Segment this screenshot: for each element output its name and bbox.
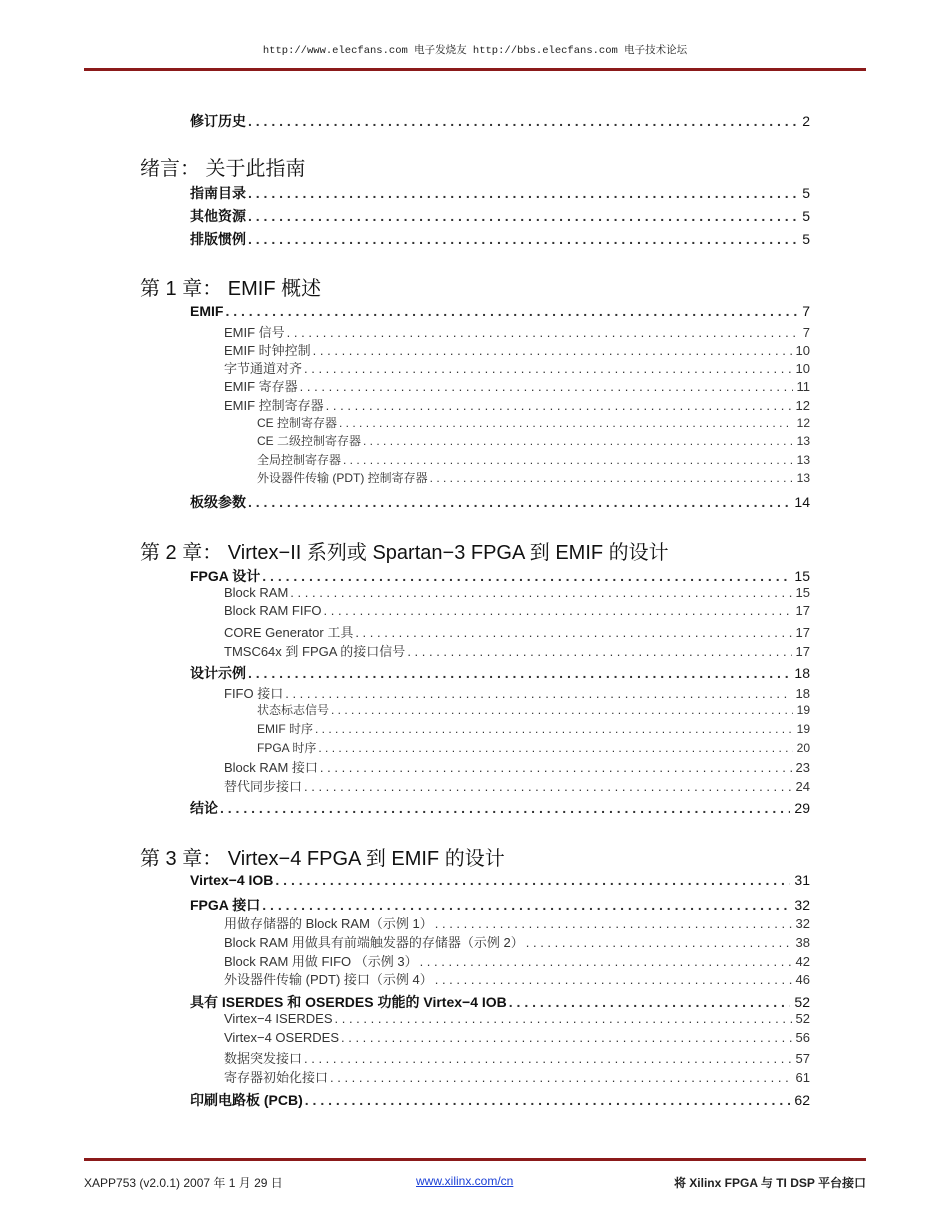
toc-entry-title: 寄存器初始化接口: [224, 1070, 329, 1085]
toc-entry[interactable]: [190, 206, 810, 226]
toc-entry-title: 替代同步接口: [224, 779, 303, 794]
toc-entry-title: Block RAM 接口: [224, 760, 318, 775]
toc-entry-page: 11: [796, 379, 810, 394]
toc-entry-page: 20: [796, 741, 810, 755]
toc-leader-dots: [435, 916, 792, 931]
toc-entry-title: EMIF 信号: [224, 325, 285, 340]
toc-entry-title: CORE Generator 工具: [224, 625, 354, 640]
toc-entry[interactable]: [224, 757, 810, 776]
footer-doc-id: XAPP753 (v2.0.1) 2007 年 1 月 29 日: [84, 1176, 283, 1190]
toc-entry-title: EMIF: [190, 303, 224, 319]
toc-entry[interactable]: [224, 603, 810, 618]
toc-leader-dots: [285, 686, 791, 701]
toc-entry-page: 15: [795, 585, 810, 600]
toc-entry-page: 17: [795, 603, 810, 618]
toc-entry[interactable]: [257, 451, 810, 468]
toc-leader-dots: [355, 625, 791, 640]
toc-entry-page: 56: [795, 1030, 810, 1045]
toc-leader-dots: [320, 760, 792, 775]
toc-leader-dots: [262, 897, 790, 913]
toc-leader-dots: [304, 361, 792, 376]
toc-entry-title: 字节通道对齐: [224, 361, 303, 376]
toc-leader-dots: [275, 872, 790, 888]
toc-entry-title: Block RAM FIFO: [224, 603, 322, 618]
toc-entry-page: 12: [795, 398, 810, 413]
toc-entry-title: Block RAM 用做具有前端触发器的存储器（示例 2）: [224, 935, 524, 950]
toc-entry-page: 17: [795, 625, 810, 640]
toc-leader-dots: [248, 665, 790, 681]
toc-leader-dots: [420, 954, 792, 969]
toc-entry[interactable]: [257, 414, 810, 431]
toc-leader-dots: [290, 585, 791, 600]
footer-doc-title: 将 Xilinx FPGA 与 TI DSP 平台接口: [673, 1176, 866, 1190]
toc-entry[interactable]: [224, 376, 810, 395]
toc-entry[interactable]: [224, 1011, 810, 1026]
toc-leader-dots: [305, 1092, 791, 1108]
toc-entry[interactable]: [257, 720, 810, 737]
toc-entry-page: 10: [795, 343, 810, 358]
toc-leader-dots: [318, 741, 792, 755]
toc-leader-dots: [304, 779, 792, 794]
toc-entry-title: FIFO 接口: [224, 686, 284, 701]
toc-entry[interactable]: [224, 322, 810, 341]
toc-leader-dots: [335, 1011, 792, 1026]
toc-leader-dots: [326, 398, 792, 413]
toc-leader-dots: [363, 434, 793, 448]
toc-entry[interactable]: [224, 622, 810, 641]
toc-entry-page: 61: [795, 1070, 810, 1085]
toc-entry[interactable]: [190, 663, 810, 683]
toc-entry-page: 29: [794, 800, 810, 816]
page-header-text: http://www.elecfans.com 电子发烧友 http://bbs.elecfans.com 电子技术论坛: [262, 45, 688, 57]
chapter-heading: 绪言： 关于此指南: [140, 158, 306, 180]
toc-leader-dots: [324, 603, 792, 618]
toc-entry-title: 修订历史: [190, 113, 246, 129]
chapter-heading: 第 1 章： EMIF 概述: [140, 278, 322, 300]
toc-entry-title: CE 二级控制寄存器: [257, 434, 362, 448]
toc-entry[interactable]: [224, 969, 810, 988]
toc-entry[interactable]: [190, 566, 810, 586]
toc-entry-page: 32: [794, 897, 810, 913]
toc-entry[interactable]: [257, 432, 810, 449]
toc-entry-page: 5: [802, 208, 810, 224]
toc-entry[interactable]: [190, 183, 810, 203]
toc-entry-title: Virtex−4 OSERDES: [224, 1030, 340, 1045]
toc-entry-page: 13: [796, 471, 810, 485]
toc-leader-dots: [225, 303, 798, 319]
toc-entry[interactable]: [190, 872, 810, 888]
toc-entry-page: 2: [802, 113, 810, 129]
toc-entry-title: EMIF 寄存器: [224, 379, 298, 394]
toc-leader-dots: [304, 1051, 792, 1066]
toc-entry-title: 外设器件传输 (PDT) 接口（示例 4）: [224, 972, 433, 987]
toc-entry-page: 10: [795, 361, 810, 376]
toc-leader-dots: [330, 1070, 792, 1085]
toc-entry[interactable]: [257, 701, 810, 718]
toc-entry-title: Virtex−4 IOB: [190, 872, 274, 888]
toc-entry-page: 7: [802, 325, 810, 340]
toc-leader-dots: [248, 494, 790, 510]
toc-entry-title: 印刷电路板 (PCB): [190, 1092, 303, 1108]
toc-entry-title: EMIF 控制寄存器: [224, 398, 324, 413]
footer-rule: [84, 1158, 866, 1161]
toc-entry-title: 具有 ISERDES 和 OSERDES 功能的 Virtex−4 IOB: [190, 994, 507, 1010]
toc-entry[interactable]: [190, 895, 810, 915]
toc-leader-dots: [509, 994, 791, 1010]
toc-entry-page: 18: [795, 686, 810, 701]
toc-entry-page: 52: [795, 1011, 810, 1026]
toc-leader-dots: [248, 208, 798, 224]
toc-entry-title: Block RAM: [224, 585, 289, 600]
toc-leader-dots: [339, 416, 793, 430]
toc-entry-title: 结论: [190, 800, 218, 816]
toc-entry[interactable]: [224, 913, 810, 932]
toc-entry[interactable]: [257, 739, 810, 756]
toc-entry-page: 14: [794, 494, 810, 510]
toc-entry[interactable]: [224, 641, 810, 660]
toc-entry-title: 全局控制寄存器: [257, 453, 342, 467]
toc-entry-page: 57: [795, 1051, 810, 1066]
toc-entry-title: CE 控制寄存器: [257, 416, 338, 430]
chapter-heading: 第 2 章： Virtex−II 系列或 Spartan−3 FPGA 到 EMIF 的设计: [140, 542, 669, 564]
toc-entry-title: 用做存储器的 Block RAM（示例 1）: [224, 916, 433, 931]
toc-entry[interactable]: [224, 340, 810, 359]
toc-entry-page: 12: [796, 416, 810, 430]
toc-entry-title: 其他资源: [190, 208, 246, 224]
toc-leader-dots: [262, 568, 790, 584]
toc-leader-dots: [300, 379, 793, 394]
toc-entry-page: 5: [802, 185, 810, 201]
toc-entry-page: 5: [802, 231, 810, 247]
toc-leader-dots: [407, 644, 791, 659]
toc-entry-page: 42: [795, 954, 810, 969]
toc-leader-dots: [526, 935, 792, 950]
toc-leader-dots: [287, 325, 799, 340]
toc-entry[interactable]: [190, 798, 810, 818]
toc-entry-page: 19: [796, 703, 810, 717]
toc-entry[interactable]: [190, 992, 810, 1012]
toc-entry-page: 32: [795, 916, 810, 931]
toc-entry-page: 52: [794, 994, 810, 1010]
toc-entry-title: 设计示例: [190, 665, 246, 681]
toc-entry-page: 38: [795, 935, 810, 950]
toc-entry[interactable]: [190, 492, 810, 512]
toc-entry-page: 24: [795, 779, 810, 794]
toc-entry[interactable]: [224, 1067, 810, 1086]
toc-entry-title: EMIF 时序: [257, 722, 313, 736]
toc-entry[interactable]: [224, 395, 810, 414]
toc-entry-page: 13: [796, 453, 810, 467]
toc-entry-page: 17: [795, 644, 810, 659]
toc-leader-dots: [315, 722, 793, 736]
toc-leader-dots: [248, 113, 798, 129]
toc-entry-title: FPGA 设计: [190, 568, 261, 584]
chapter-heading: 第 3 章： Virtex−4 FPGA 到 EMIF 的设计: [140, 848, 505, 870]
toc-entry-page: 23: [795, 760, 810, 775]
toc-entry-title: 板级参数: [190, 494, 246, 510]
toc-leader-dots: [248, 185, 798, 201]
footer-link-text[interactable]: www.xilinx.com/cn: [416, 1174, 514, 1188]
toc-entry-title: 外设器件传输 (PDT) 控制寄存器: [257, 471, 428, 485]
toc-entry[interactable]: [224, 776, 810, 795]
toc-leader-dots: [331, 703, 793, 717]
header-rule: [84, 68, 866, 71]
toc-entry-title: FPGA 时序: [257, 741, 317, 755]
toc-entry-page: 31: [794, 872, 810, 888]
toc-entry[interactable]: [224, 358, 810, 377]
toc-entry-title: 排版惯例: [190, 231, 246, 247]
toc-entry[interactable]: [224, 1048, 810, 1067]
toc-entry[interactable]: [224, 585, 810, 600]
toc-entry[interactable]: [190, 303, 810, 319]
toc-entry-page: 46: [795, 972, 810, 987]
toc-entry[interactable]: [190, 111, 810, 131]
toc-leader-dots: [248, 231, 798, 247]
toc-entry-title: Block RAM 用做 FIFO （示例 3）: [224, 954, 418, 969]
toc-entry[interactable]: [224, 683, 810, 702]
toc-entry-title: EMIF 时钟控制: [224, 343, 311, 358]
toc-entry[interactable]: [190, 229, 810, 249]
toc-entry-page: 7: [802, 303, 810, 319]
toc-leader-dots: [313, 343, 792, 358]
toc-entry-page: 13: [796, 434, 810, 448]
toc-entry[interactable]: [257, 469, 810, 486]
toc-entry[interactable]: [224, 1030, 810, 1045]
toc-entry-title: Virtex−4 ISERDES: [224, 1011, 333, 1026]
toc-entry-title: FPGA 接口: [190, 897, 261, 913]
toc-entry-page: 62: [794, 1092, 810, 1108]
toc-entry-title: TMSC64x 到 FPGA 的接口信号: [224, 644, 406, 659]
toc-entry[interactable]: [190, 1090, 810, 1110]
toc-entry-page: 18: [794, 665, 810, 681]
toc-leader-dots: [341, 1030, 792, 1045]
toc-leader-dots: [343, 453, 793, 467]
toc-entry-title: 数据突发接口: [224, 1051, 303, 1066]
toc-entry-page: 19: [796, 722, 810, 736]
footer-link[interactable]: [416, 1174, 513, 1188]
toc-entry-title: 状态标志信号: [257, 703, 330, 717]
toc-entry-page: 15: [794, 568, 810, 584]
toc-leader-dots: [220, 800, 790, 816]
toc-entry[interactable]: [224, 932, 810, 951]
toc-entry[interactable]: [224, 951, 810, 970]
toc-leader-dots: [435, 972, 792, 987]
toc-entry-title: 指南目录: [190, 185, 246, 201]
toc-leader-dots: [430, 471, 793, 485]
